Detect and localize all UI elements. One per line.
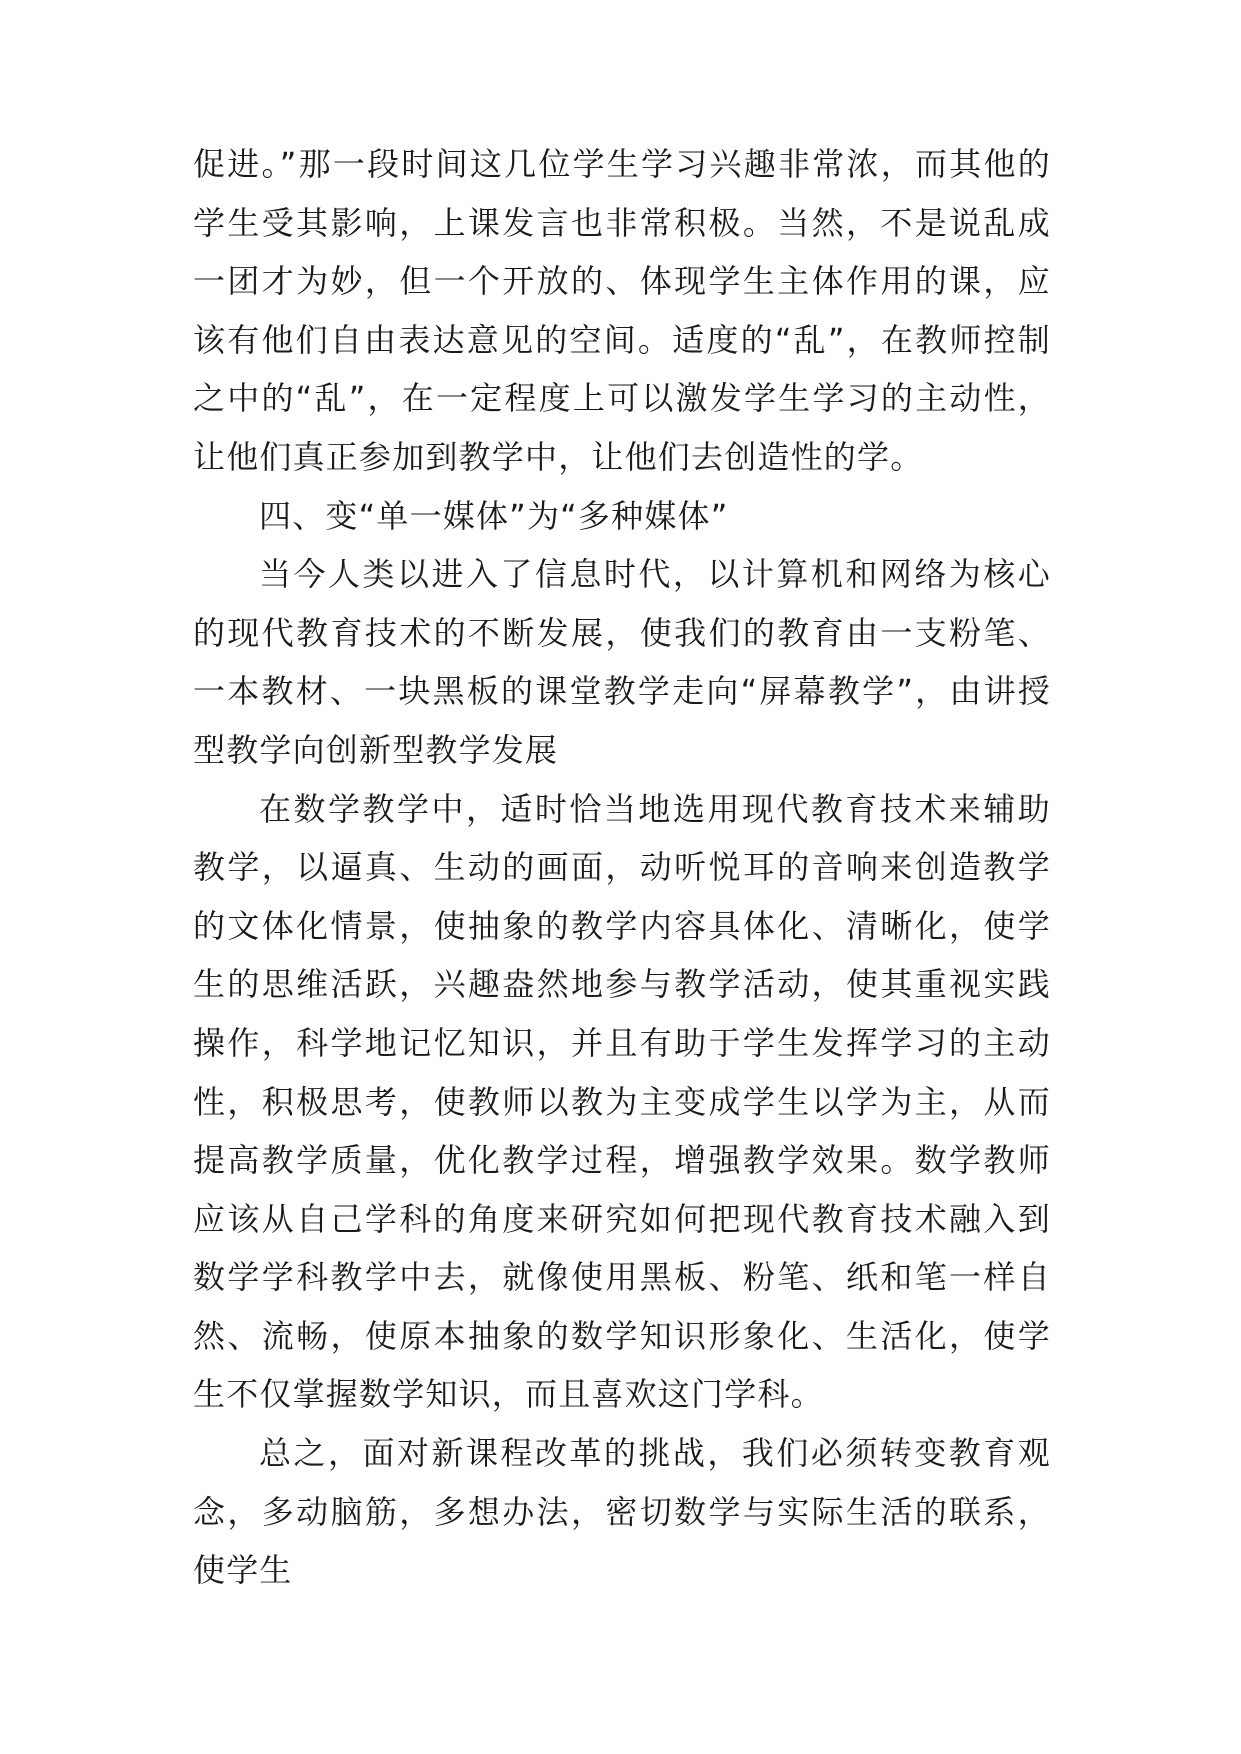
paragraph-conclusion: 总之，面对新课程改革的挑战，我们必须转变教育观念，多动脑筋，多想办法，密切数学与实际生活的联系，使学生 bbox=[193, 1434, 1051, 1590]
paragraph-information-era: 当今人类以进入了信息时代，以计算机和网络为核心的现代教育技术的不断发展，使我们的教育由一支粉笔、一本教材、一块黑板的课堂教学走向“屏幕教学”，由讲授型教学向创新型教学发展 bbox=[193, 555, 1051, 769]
document-page bbox=[193, 135, 1051, 1600]
paragraph-continuation: 促进。”那一段时间这几位学生学习兴趣非常浓，而其他的学生受其影响，上课发言也非常积极。当然，不是说乱成一团才为妙，但一个开放的、体现学生主体作用的课，应该有他们自由表达意见的空间。适度的“乱”，在教师控制之中的“乱”，在一定程度上可以激发学生学习的主动性，让他们真正参加到教学中，让他们去创造性的学。 bbox=[193, 145, 1051, 476]
paragraph-math-teaching: 在数学教学中，适时恰当地选用现代教育技术来辅助教学，以逼真、生动的画面，动听悦耳的音响来创造教学的文体化情景，使抽象的教学内容具体化、清晰化，使学生的思维活跃，兴趣盎然地参与教学活动，使其重视实践操作，科学地记忆知识，并且有助于学生发挥学习的主动性，积极思考，使教师以教为主变成学生以学为主，从而提高教学质量，优化教学过程，增强教学效果。数学教师应该从自己学科的角度来研究如何把现代教育技术融入到数学学科教学中去，就像使用黑板、粉笔、纸和笔一样自然、流畅，使原本抽象的数学知识形象化、生活化，使学生不仅掌握数学知识，而且喜欢这门学科。 bbox=[193, 789, 1051, 1414]
section-heading: 四、变“单一媒体”为“多种媒体” bbox=[259, 496, 729, 535]
